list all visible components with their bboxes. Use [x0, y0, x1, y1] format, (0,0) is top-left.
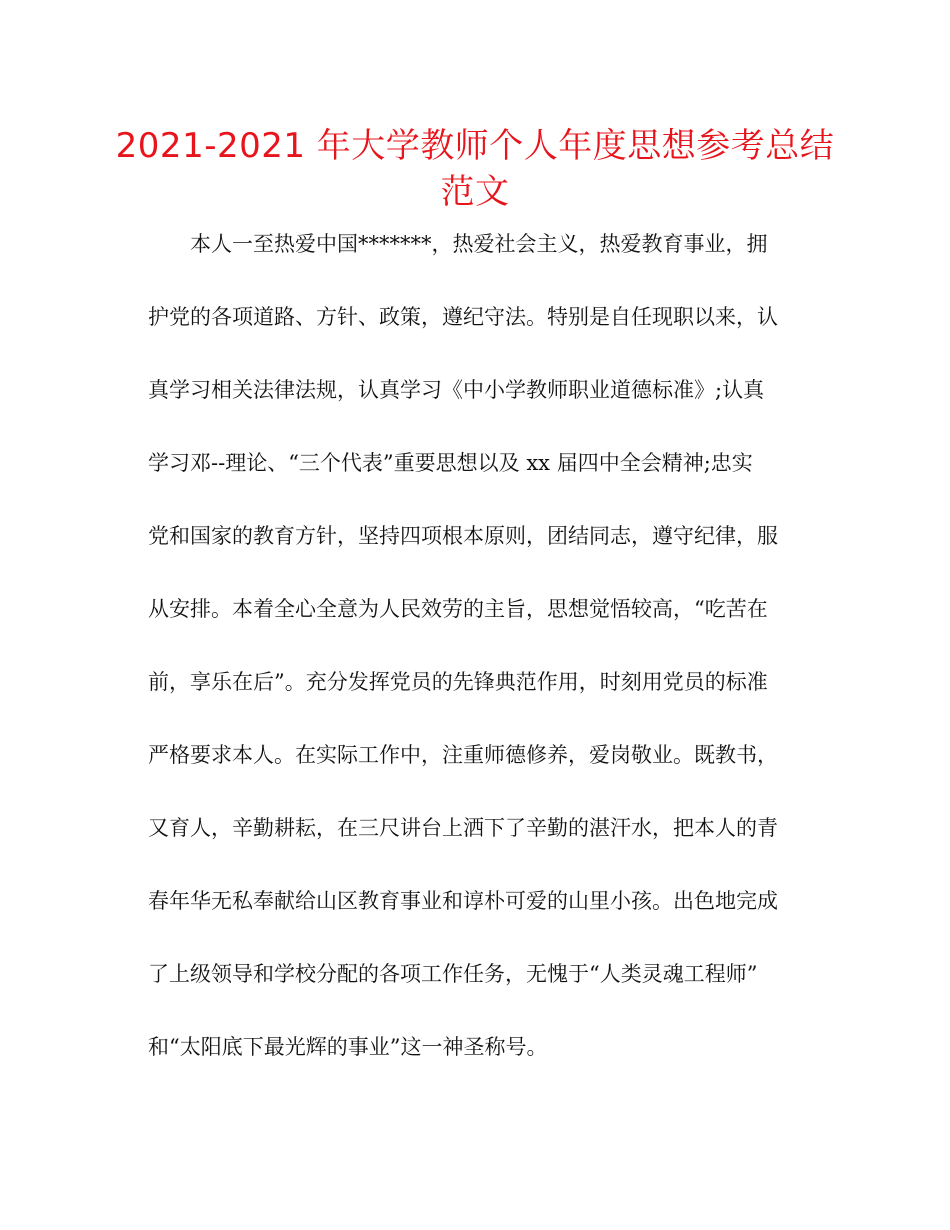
paragraph-line: 本人一至热爱中国*******，热爱社会主义，热爱教育事业，拥: [190, 232, 768, 256]
paragraph-line: 学习邓--理论、“三个代表”重要思想以及 xx 届四中全会精神;忠实: [148, 451, 753, 475]
document-title-line-2: 范文: [440, 172, 510, 212]
paragraph-line: 又育人，辛勤耕耘，在三尺讲台上洒下了辛勤的湛汗水，把本人的青: [148, 816, 778, 840]
paragraph-line: 从安排。本着全心全意为人民效劳的主旨，思想觉悟较高，“吃苦在: [148, 597, 768, 621]
body-paragraph: [148, 221, 808, 1097]
paragraph-line: 护党的各项道路、方针、政策，遵纪守法。特别是自任现职以来，认: [148, 305, 778, 329]
paragraph-line: 前，享乐在后”。充分发挥党员的先锋典范作用，时刻用党员的标准: [148, 670, 768, 694]
document-title-line-1: 2021-2021 年大学教师个人年度思想参考总结: [115, 126, 835, 166]
paragraph-line: 了上级领导和学校分配的各项工作任务，无愧于“人类灵魂工程师”: [148, 962, 758, 986]
paragraph-line: 真学习相关法律法规，认真学习《中小学教师职业道德标准》;认真: [148, 378, 765, 402]
paragraph-line: 春年华无私奉献给山区教育事业和谆朴可爱的山里小孩。出色地完成: [148, 889, 778, 913]
paragraph-line: 党和国家的教育方针，坚持四项根本原则，团结同志，遵守纪律，服: [148, 524, 778, 548]
paragraph-line: 和“太阳底下最光辉的事业”这一神圣称号。: [148, 1035, 548, 1059]
paragraph-line: 严格要求本人。在实际工作中，注重师德修养，爱岗敬业。既教书，: [148, 743, 778, 767]
